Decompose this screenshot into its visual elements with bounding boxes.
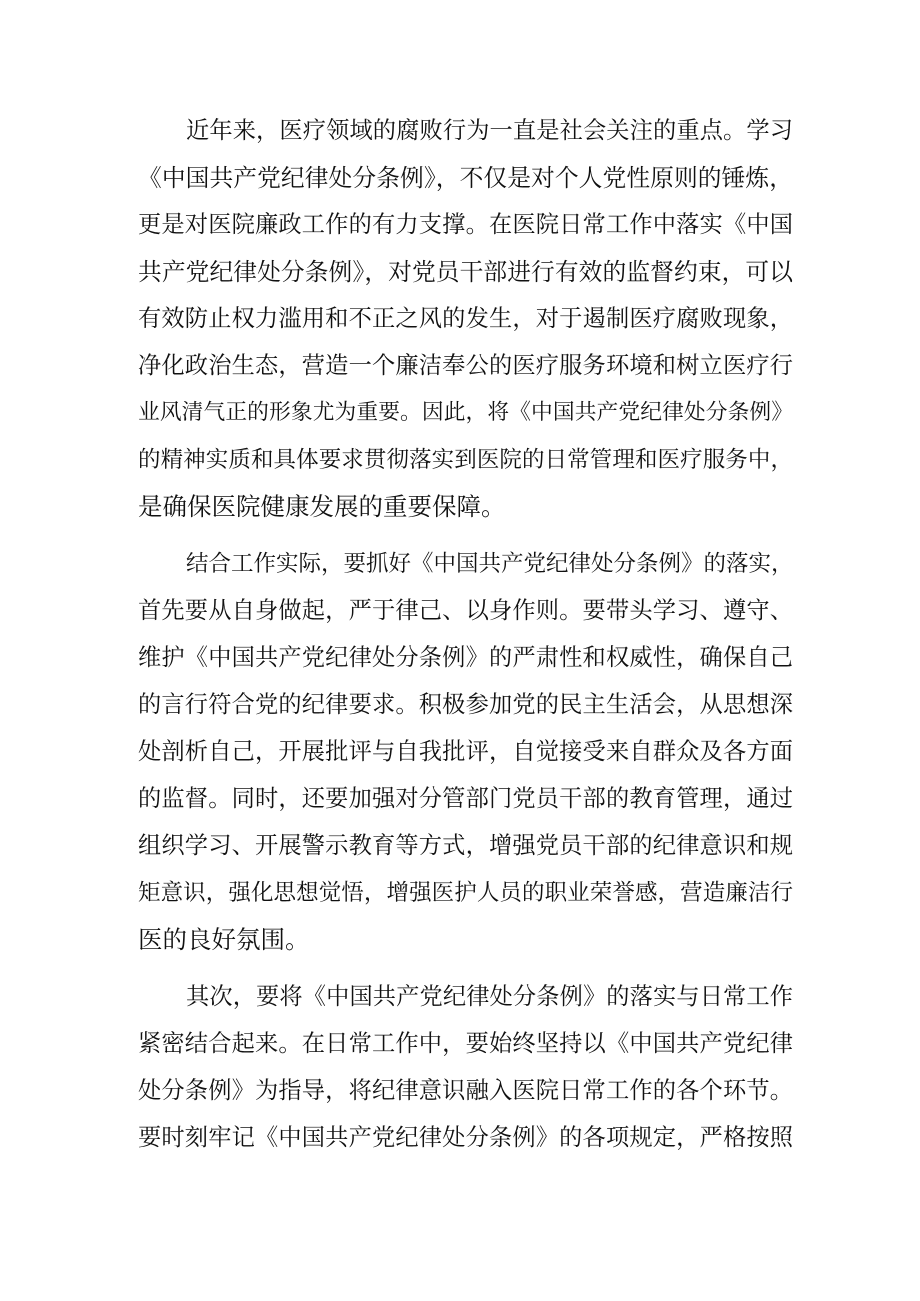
paragraph-2-line-2: 首先要从自身做起，严于律己、以身作则。要带头学习、遵守、 — [138, 597, 793, 624]
paragraph-2-line-7: 组织学习、开展警示教育等方式，增强党员干部的纪律意识和规 — [138, 832, 793, 859]
paragraph-1-line-5: 有效防止权力滥用和不正之风的发生，对于遏制医疗腐败现象， — [138, 305, 793, 332]
paragraph-3-line-2: 紧密结合起来。在日常工作中，要始终坚持以《中国共产党纪律 — [138, 1030, 793, 1057]
paragraph-1-line-1: 近年来，医疗领域的腐败行为一直是社会关注的重点。学习 — [186, 117, 793, 144]
paragraph-1-line-6: 净化政治生态，营造一个廉洁奉公的医疗服务环境和树立医疗行 — [138, 352, 793, 379]
paragraph-2-line-5: 处剖析自己，开展批评与自我批评，自觉接受来自群众及各方面 — [138, 738, 793, 765]
paragraph-1-line-4: 共产党纪律处分条例》，对党员干部进行有效的监督约束，可以 — [138, 258, 793, 286]
paragraph-3-line-3: 处分条例》为指导，将纪律意识融入医院日常工作的各个环节。 — [138, 1077, 793, 1104]
paragraph-1-line-3: 更是对医院廉政工作的有力支撑。在医院日常工作中落实《中国 — [138, 211, 793, 238]
paragraph-2-line-8: 矩意识，强化思想觉悟，增强医护人员的职业荣誉感，营造廉洁行 — [138, 880, 793, 906]
paragraph-3-line-4: 要时刻牢记《中国共产党纪律处分条例》的各项规定，严格按照 — [138, 1124, 793, 1151]
paragraph-1-line-2: 《中国共产党纪律处分条例》，不仅是对个人党性原则的锤炼， — [138, 164, 793, 192]
paragraph-1-line-8: 的精神实质和具体要求贯彻落实到医院的日常管理和医疗服务中， — [138, 447, 793, 473]
paragraph-2-line-6: 的监督。同时，还要加强对分管部门党员干部的教育管理，通过 — [138, 785, 793, 812]
paragraph-2-line-3: 维护《中国共产党纪律处分条例》的严肃性和权威性，确保自己 — [138, 644, 793, 671]
paragraph-1-line-9: 是确保医院健康发展的重要保障。 — [138, 492, 506, 521]
paragraph-2-line-9: 医的良好氛围。 — [138, 925, 310, 954]
paragraph-2-line-1: 结合工作实际，要抓好《中国共产党纪律处分条例》的落实， — [186, 551, 794, 577]
paragraph-3-line-1: 其次，要将《中国共产党纪律处分条例》的落实与日常工作 — [186, 983, 793, 1010]
paragraph-2-line-4: 的言行符合党的纪律要求。积极参加党的民主生活会，从思想深 — [138, 691, 793, 718]
paragraph-1-line-7: 业风清气正的形象尤为重要。因此，将《中国共产党纪律处分条例》 — [138, 400, 793, 425]
